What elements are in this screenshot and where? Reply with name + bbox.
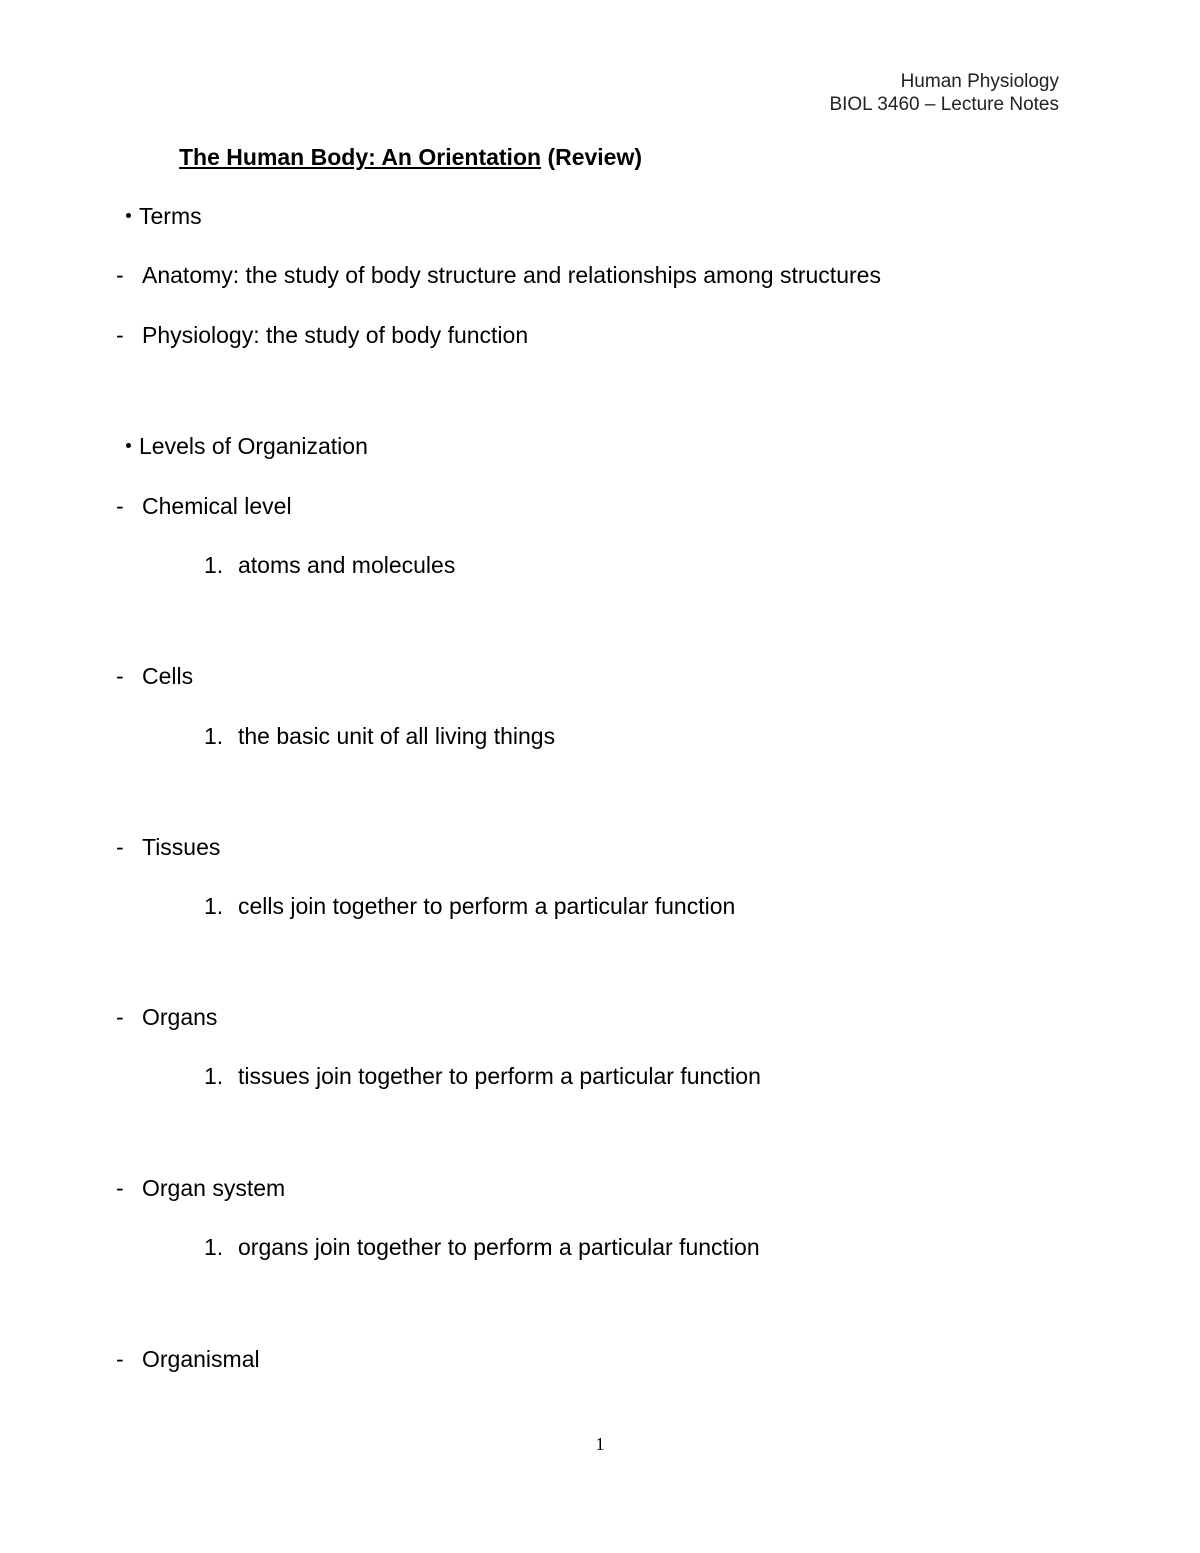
list-item: - Organ system xyxy=(116,1175,286,1201)
list-item: - Anatomy: the study of body structure and relationships among structures xyxy=(116,262,881,288)
title-main: The Human Body: An Orientation xyxy=(179,144,542,170)
list-item: - Cells xyxy=(116,663,194,689)
list-item: - Chemical level xyxy=(116,493,292,519)
page-number: 1 xyxy=(595,1434,605,1454)
numbered-item: 1. tissues join together to perform a particular function xyxy=(204,1063,761,1089)
numbered-item: 1. atoms and molecules xyxy=(204,552,456,578)
numbered-item: 1. the basic unit of all living things xyxy=(204,723,556,749)
bullet-icon xyxy=(126,213,131,218)
list-item: - Organs xyxy=(116,1004,218,1030)
document-title xyxy=(179,144,642,171)
course-title: Human Physiology xyxy=(900,71,1059,92)
page-header xyxy=(829,70,1059,116)
course-code: BIOL 3460 – Lecture Notes xyxy=(829,94,1059,115)
numbered-item: 1. cells join together to perform a particular function xyxy=(204,893,736,919)
numbered-item: 1. organs join together to perform a particular function xyxy=(204,1234,760,1260)
section-heading-terms: Terms xyxy=(124,202,202,230)
section-heading-levels: Levels of Organization xyxy=(124,432,368,460)
bullet-icon xyxy=(126,443,131,448)
list-item: - Tissues xyxy=(116,834,221,860)
title-suffix: (Review) xyxy=(547,144,643,170)
list-item: - Organismal xyxy=(116,1346,260,1372)
list-item: - Physiology: the study of body function xyxy=(116,322,529,348)
